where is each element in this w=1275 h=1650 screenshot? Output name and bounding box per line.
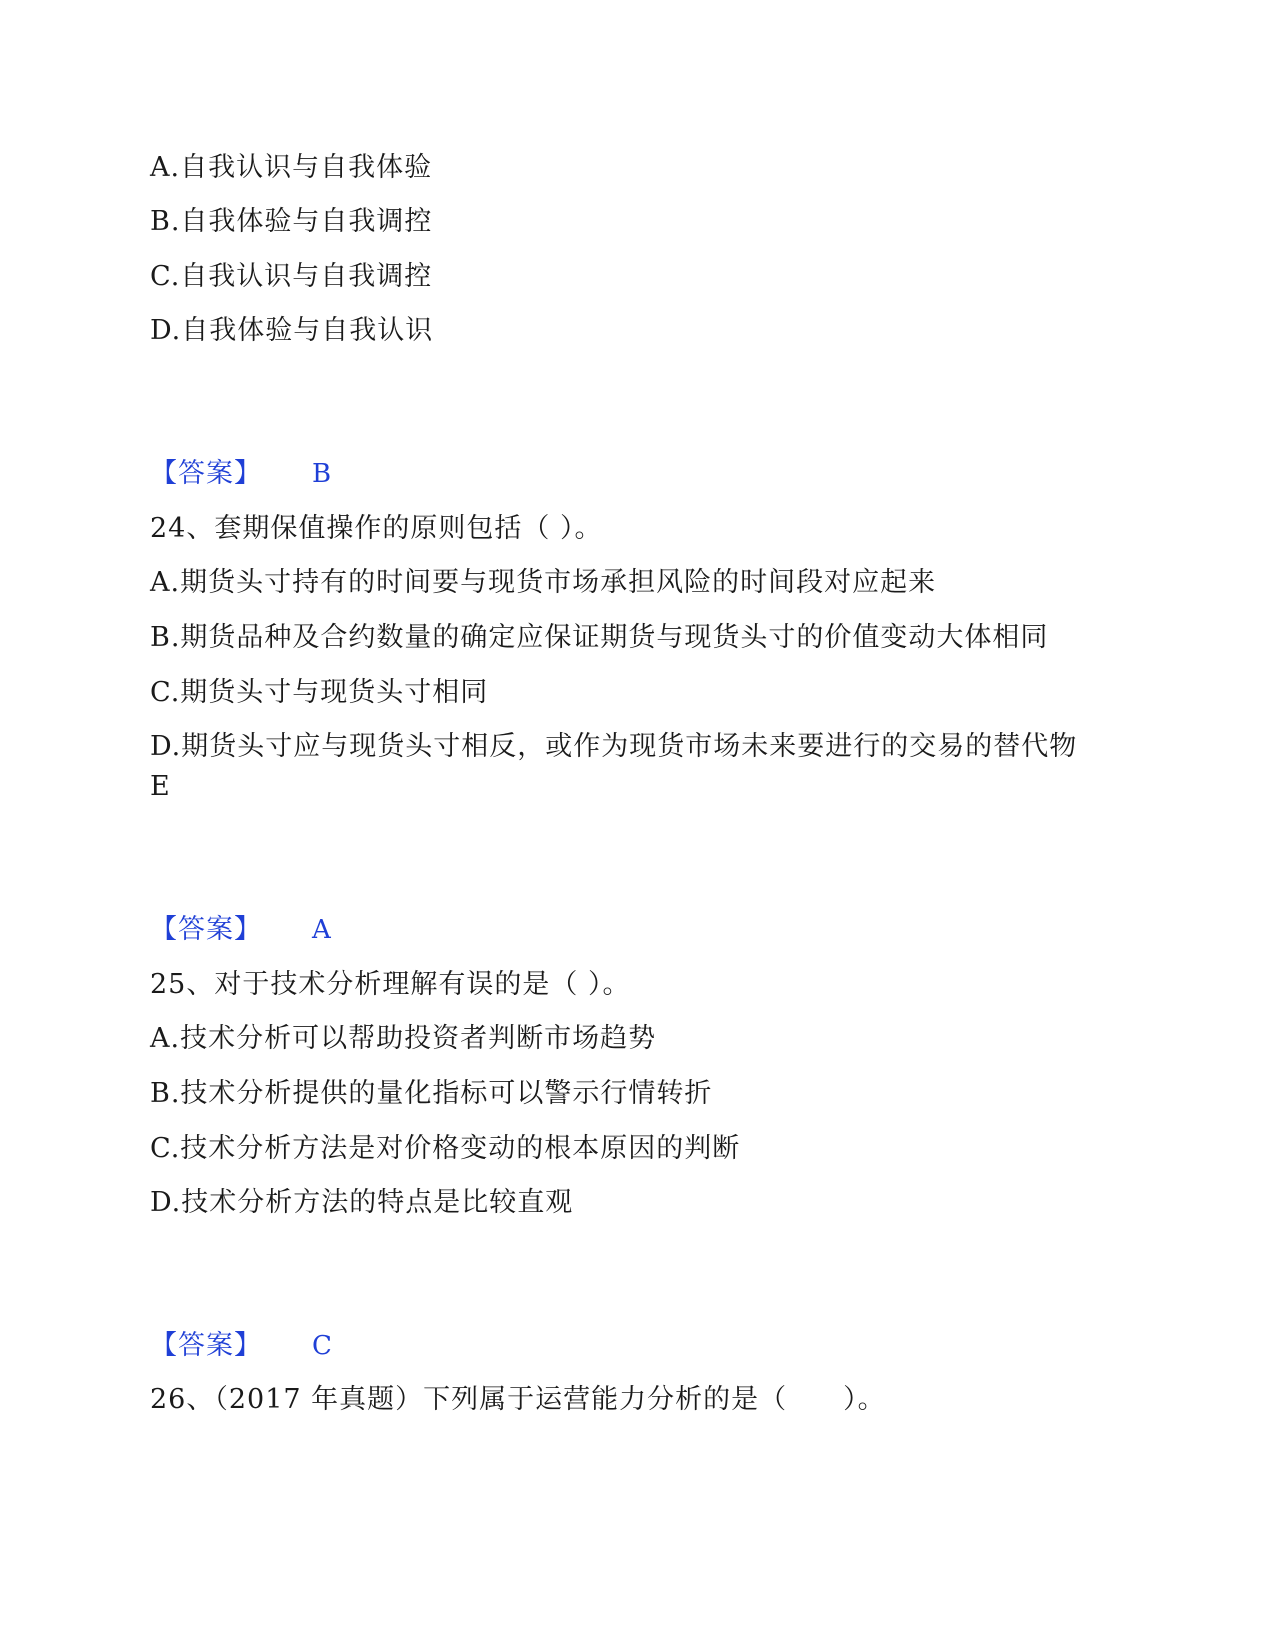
- q23-option-b: B.自我体验与自我调控: [150, 206, 433, 237]
- q25-option-c: C.技术分析方法是对价格变动的根本原因的判断: [150, 1133, 741, 1164]
- q24-option-c: C.期货头寸与现货头寸相同: [150, 677, 489, 708]
- q24-option-b: B.期货品种及合约数量的确定应保证期货与现货头寸的价值变动大体相同: [150, 622, 1049, 653]
- q25-answer: [150, 1330, 333, 1362]
- q25-option-b: B.技术分析提供的量化指标可以警示行情转折: [150, 1078, 713, 1109]
- answer-label: 【答案】: [150, 458, 262, 489]
- q24-option-a: A.期货头寸持有的时间要与现货市场承担风险的时间段对应起来: [150, 567, 937, 598]
- q25-option-d: D.技术分析方法的特点是比较直观: [150, 1187, 574, 1218]
- q24-question: 24、套期保值操作的原则包括（ ）。: [150, 513, 603, 544]
- q23-option-d: D.自我体验与自我认识: [150, 315, 434, 346]
- q26-question: 26、（2017 年真题）下列属于运营能力分析的是（ ）。: [150, 1384, 886, 1415]
- q25-option-a: A.技术分析可以帮助投资者判断市场趋势: [150, 1023, 657, 1054]
- answer-value: C: [312, 1331, 333, 1361]
- answer-value: A: [312, 915, 332, 945]
- answer-label: 【答案】: [150, 914, 262, 945]
- q24-option-e: E: [150, 771, 171, 802]
- q25-question: 25、对于技术分析理解有误的是（ ）。: [150, 969, 631, 1000]
- answer-label: 【答案】: [150, 1330, 262, 1361]
- q23-option-c: C.自我认识与自我调控: [150, 261, 433, 292]
- q23-option-a: A.自我认识与自我体验: [150, 152, 433, 183]
- q24-option-d: D.期货头寸应与现货头寸相反，或作为现货市场未来要进行的交易的替代物: [150, 731, 1078, 762]
- q24-answer: [150, 914, 332, 946]
- q23-answer: [150, 458, 332, 490]
- answer-value: B: [312, 459, 333, 489]
